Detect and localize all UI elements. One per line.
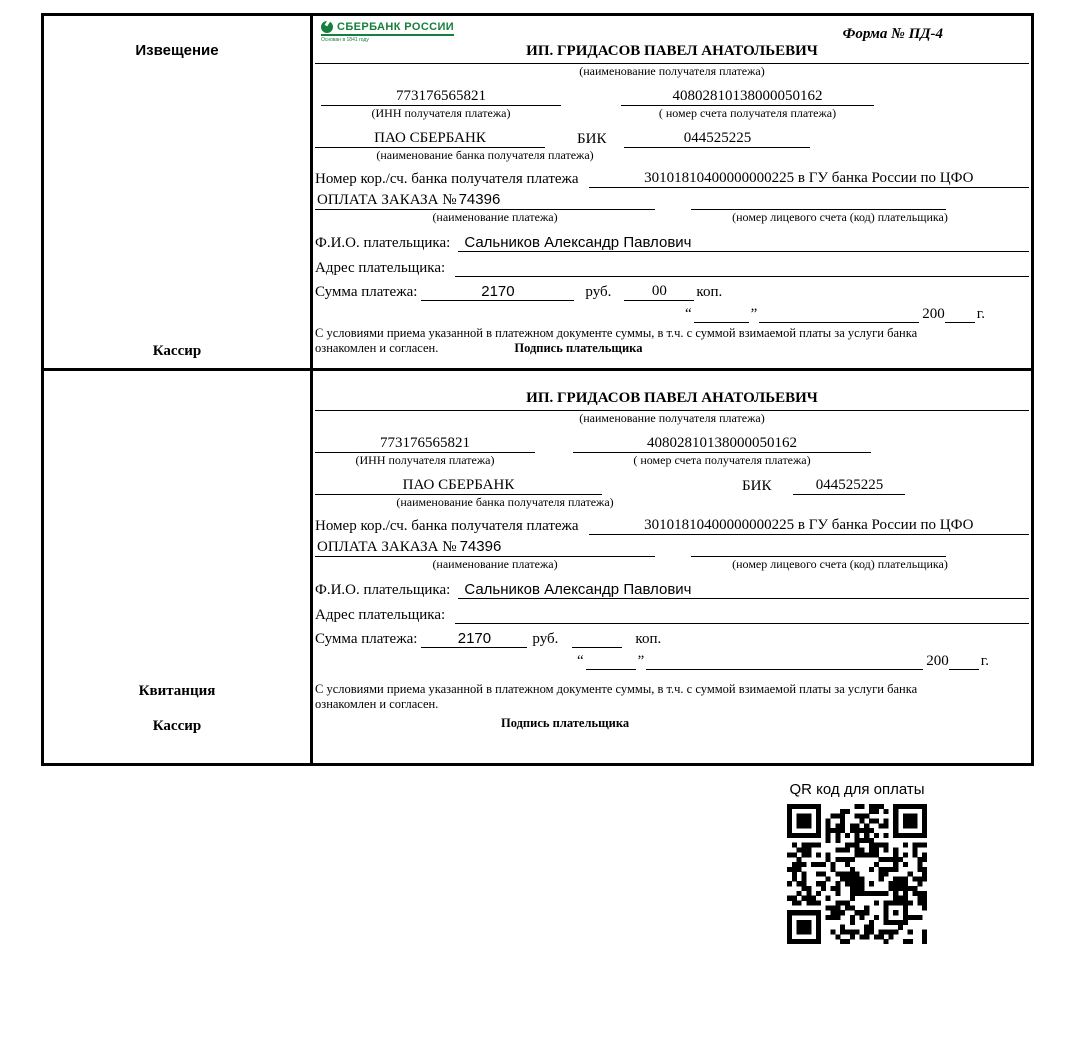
inn-value: 773176565821: [315, 435, 535, 453]
sberbank-tagline: Основан в 1841 году: [321, 37, 369, 43]
purpose-prefix: ОПЛАТА ЗАКАЗА №: [317, 539, 457, 555]
date-day-blank: [586, 669, 636, 670]
account-caption: ( номер счета получателя платежа): [633, 453, 811, 467]
inn-account-row: [315, 427, 1029, 453]
payer-address-row: [315, 599, 1029, 624]
purpose-caption-row: [315, 557, 1029, 573]
payee-name: ИП. ГРИДАСОВ ПАВЕЛ АНАТОЛЬЕВИЧ: [526, 390, 818, 406]
agreement-line2: ознакомлен и согласен.: [315, 697, 439, 711]
section-notice: [44, 16, 1031, 371]
qr-title: QR код для оплаты: [789, 781, 925, 798]
receipt-title: Квитанция: [138, 683, 216, 699]
payee-name-caption: (наименование получателя платежа): [579, 411, 765, 425]
corr-account-label: Номер кор./сч. банка получателя платежа: [315, 518, 579, 534]
bank-caption-row: [315, 148, 1029, 164]
payer-fio-row: [315, 226, 1029, 252]
date-year-blank: [949, 669, 979, 670]
receipt-header: [315, 373, 1029, 411]
payer-address-label: Адрес плательщика:: [315, 607, 446, 623]
signature-row: [315, 716, 1029, 731]
corr-account-row: [315, 511, 1029, 535]
quote-close: ”: [750, 306, 758, 322]
rub-label: руб.: [532, 631, 559, 647]
bik-label: БИК: [577, 131, 607, 147]
signature-label: Подпись плательщика: [501, 716, 630, 730]
agreement-line1: С условиями приема указанной в платежном документе суммы, в т.ч. с суммой взимаемой платы за услуги банка: [315, 326, 918, 340]
corr-account-value: 30101810400000000225 в ГУ банка России по ЦФО: [589, 170, 1029, 188]
payment-purpose-value: [315, 191, 655, 210]
sberbank-brand-text: СБЕРБАНК РОССИИ: [337, 21, 455, 33]
notice-body: [313, 16, 1031, 368]
payment-sum-row: [315, 277, 1029, 301]
cashier-label: Кассир: [152, 343, 202, 359]
qr-code: [787, 804, 927, 944]
notice-title: Извещение: [135, 42, 219, 59]
payment-sum-row: [315, 624, 1029, 648]
date-month-blank: [759, 322, 919, 323]
kop-label: коп.: [696, 284, 723, 300]
sberbank-logo-icon: [321, 21, 333, 33]
personal-account-caption: (номер лицевого счета (код) плательщика): [732, 210, 948, 224]
bank-bik-row: [315, 122, 1029, 148]
date-row: [315, 648, 1029, 670]
year-suffix: г.: [980, 653, 989, 669]
inn-caption: (ИНН получателя платежа): [355, 453, 495, 467]
agreement-block: [315, 682, 1029, 712]
payee-name-caption-row: [315, 411, 1029, 427]
account-value: 40802810138000050162: [573, 435, 871, 453]
pd4-table: [41, 13, 1034, 766]
inn-account-row: [315, 80, 1029, 106]
payee-name-caption-row: [315, 64, 1029, 80]
sum-kop-value: 00: [624, 283, 694, 301]
quote-close: ”: [637, 653, 645, 669]
bank-caption-row: [315, 495, 1029, 511]
inn-account-caption-row: [315, 453, 1029, 469]
year-prefix: 200: [922, 306, 945, 322]
year-suffix: г.: [976, 306, 985, 322]
quote-open: “: [576, 653, 584, 669]
payment-purpose-row: [315, 535, 1029, 557]
bank-caption: (наименование банка получателя платежа): [376, 148, 594, 162]
bank-caption: (наименование банка получателя платежа): [396, 495, 614, 509]
purpose-prefix: ОПЛАТА ЗАКАЗА №: [317, 192, 457, 208]
payer-address-label: Адрес плательщика:: [315, 260, 446, 276]
year-prefix: 200: [926, 653, 949, 669]
signature-label: Подпись плательщика: [514, 341, 643, 355]
account-value: 40802810138000050162: [621, 88, 874, 106]
bik-value: 044525225: [793, 477, 905, 495]
sum-label: Сумма платежа:: [315, 284, 418, 300]
purpose-caption-row: [315, 210, 1029, 226]
payer-address-blank-line: [455, 276, 1029, 277]
payer-fio-label: Ф.И.О. плательщика:: [315, 235, 451, 251]
payer-address-row: [315, 252, 1029, 277]
rub-label: руб.: [585, 284, 612, 300]
payee-name: ИП. ГРИДАСОВ ПАВЕЛ АНАТОЛЬЕВИЧ: [526, 43, 818, 59]
agreement-block: [315, 326, 1029, 356]
bank-name-value: ПАО СБЕРБАНК: [315, 477, 602, 495]
order-number: 74396: [458, 191, 501, 208]
cashier-label: Кассир: [152, 718, 202, 734]
corr-account-label: Номер кор./сч. банка получателя платежа: [315, 171, 579, 187]
order-number: 74396: [459, 538, 502, 555]
sum-kop-blank: [572, 647, 622, 648]
payer-fio-label: Ф.И.О. плательщика:: [315, 582, 451, 598]
payer-fio-value: Сальников Александр Павлович: [458, 581, 1029, 599]
quote-open: “: [684, 306, 692, 322]
inn-account-caption-row: [315, 106, 1029, 122]
notice-header: [315, 18, 1029, 64]
date-day-blank: [694, 322, 749, 323]
personal-account-caption: (номер лицевого счета (код) плательщика): [732, 557, 948, 571]
inn-value: 773176565821: [321, 88, 561, 106]
purpose-caption: (наименование платежа): [432, 557, 558, 571]
bank-name-value: ПАО СБЕРБАНК: [315, 130, 545, 148]
corr-account-row: [315, 164, 1029, 188]
sberbank-logo: [321, 21, 454, 43]
payer-fio-value: Сальников Александр Павлович: [458, 234, 1029, 252]
date-year-blank: [945, 322, 975, 323]
receipt-body: [313, 371, 1031, 763]
kop-label: коп.: [635, 631, 662, 647]
bik-label: БИК: [742, 478, 772, 494]
form-number-label: Форма № ПД-4: [842, 26, 943, 42]
payment-purpose-row: [315, 188, 1029, 210]
payer-fio-row: [315, 573, 1029, 599]
sum-label: Сумма платежа:: [315, 631, 418, 647]
date-row: [315, 301, 1029, 323]
agreement-line2: ознакомлен и согласен.: [315, 341, 439, 355]
account-caption: ( номер счета получателя платежа): [658, 106, 837, 120]
sum-rub-value: 2170: [421, 283, 574, 301]
qr-section: [786, 781, 928, 944]
section-receipt: [44, 371, 1031, 763]
sum-rub-value: 2170: [421, 630, 527, 648]
payment-purpose-value: [315, 538, 655, 557]
bank-bik-row: [315, 469, 1029, 495]
purpose-caption: (наименование платежа): [432, 210, 558, 224]
bik-value: 044525225: [624, 130, 810, 148]
receipt-stub-column: [44, 371, 313, 763]
payer-address-blank-line: [455, 623, 1029, 624]
agreement-line1: С условиями приема указанной в платежном документе суммы, в т.ч. с суммой взимаемой платы за услуги банка: [315, 682, 918, 696]
inn-caption: (ИНН получателя платежа): [371, 106, 511, 120]
date-month-blank: [646, 669, 923, 670]
payee-name-caption: (наименование получателя платежа): [579, 64, 765, 78]
corr-account-value: 30101810400000000225 в ГУ банка России по ЦФО: [589, 517, 1029, 535]
notice-stub-column: [44, 16, 313, 368]
